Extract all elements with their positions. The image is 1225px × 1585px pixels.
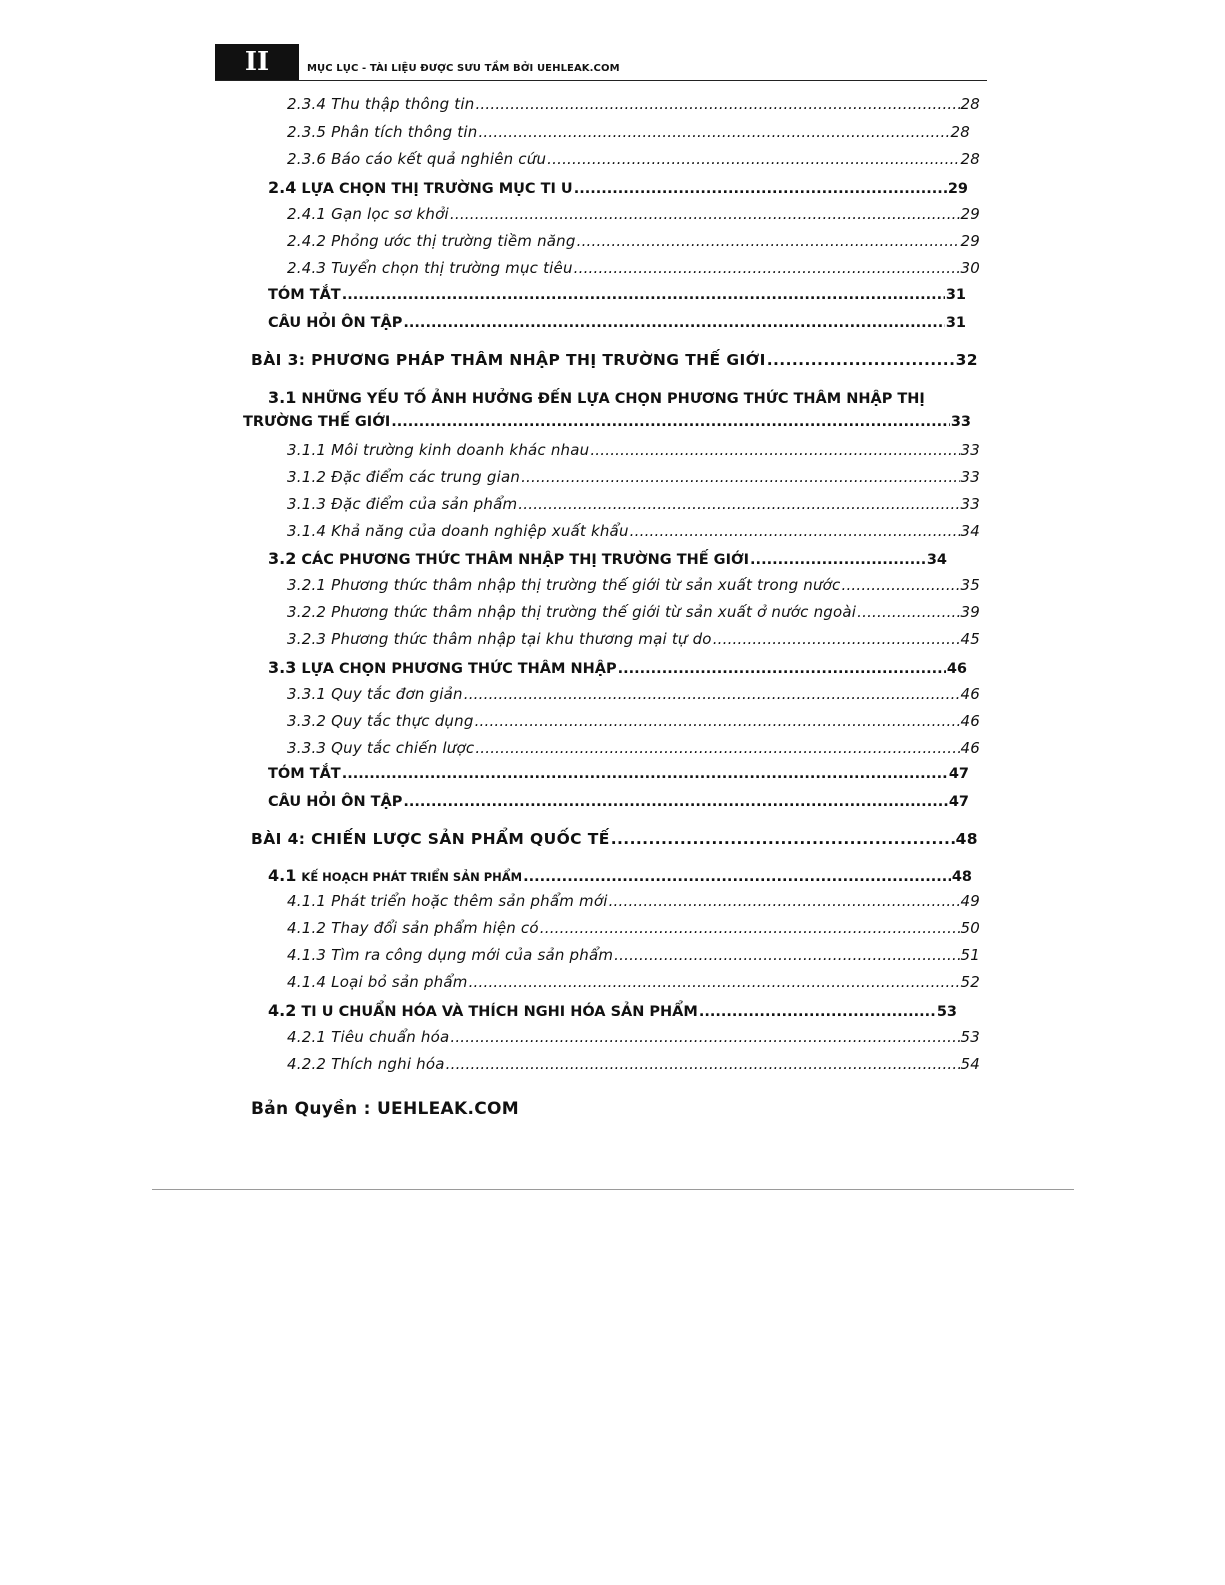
toc-entry[interactable]: 4.1.3 Tìm ra công dụng mới của sản phẩm ..... 51 xyxy=(287,946,980,964)
toc-entry[interactable]: 3.1.1 Môi trường kinh doanh khác nhau ..... 33 xyxy=(287,441,980,459)
toc-entry[interactable]: 2.4.3 Tuyển chọn thị trường mục tiêu ..... 30 xyxy=(287,259,980,277)
toc-review-questions[interactable]: CÂU HỎI ÔN TẬP ..... 47 xyxy=(268,794,969,810)
toc-section[interactable]: 4.2 TI U CHUẨN HÓA VÀ THÍCH NGHI HÓA SẢN PHẨM ..... 53 xyxy=(268,1001,957,1020)
toc-entry[interactable]: 4.2.2 Thích nghi hóa ..... 54 xyxy=(287,1055,980,1073)
toc-entry[interactable]: 3.2.3 Phương thức thâm nhập tại khu thương mại tự do ..... 45 xyxy=(287,630,980,648)
page-number: II xyxy=(215,44,299,80)
toc-entry[interactable]: 2.4.1 Gạn lọc sơ khởi ..... 29 xyxy=(287,205,980,223)
toc-entry[interactable]: 4.2.1 Tiêu chuẩn hóa ..... 53 xyxy=(287,1028,980,1046)
toc-section[interactable]: 3.2 CÁC PHƯƠNG THỨC THÂM NHẬP THỊ TRƯỜNG THẾ GIỚI ..... 34 xyxy=(268,549,947,568)
toc-entry[interactable]: 2.3.5 Phân tích thông tin ..... 28 xyxy=(287,123,970,141)
toc-entry[interactable]: 3.1.2 Đặc điểm các trung gian ..... 33 xyxy=(287,468,980,486)
toc-chapter[interactable]: BÀI 3: PHƯƠNG PHÁP THÂM NHẬP THỊ TRƯỜNG THẾ GIỚI ..... 32 xyxy=(251,351,978,369)
toc-entry[interactable]: 4.1.2 Thay đổi sản phẩm hiện có ..... 50 xyxy=(287,919,980,937)
toc-entry[interactable]: 4.1.4 Loại bỏ sản phẩm ..... 52 xyxy=(287,973,980,991)
toc-review-questions[interactable]: CÂU HỎI ÔN TẬP ..... 31 xyxy=(268,315,966,331)
toc-entry[interactable]: 3.2.1 Phương thức thâm nhập thị trường thế giới từ sản xuất trong nước ..... 35 xyxy=(287,576,980,594)
toc-entry[interactable]: 2.4.2 Phỏng ước thị trường tiềm năng ..... 29 xyxy=(287,232,980,250)
toc-entry[interactable]: 3.1.3 Đặc điểm của sản phẩm ..... 33 xyxy=(287,495,980,513)
page-header xyxy=(215,44,987,81)
toc-entry[interactable]: 2.3.4 Thu thập thông tin ..... 28 xyxy=(287,95,980,113)
toc-section[interactable]: 4.1 KẾ HOẠCH PHÁT TRIỂN SẢN PHẨM ..... 48 xyxy=(268,866,972,885)
toc-entry[interactable]: 3.3.1 Quy tắc đơn giản ..... 46 xyxy=(287,685,980,703)
toc-entry[interactable]: 4.1.1 Phát triển hoặc thêm sản phẩm mới ..... 49 xyxy=(287,892,980,910)
toc-section-line2[interactable]: TRƯỜNG THẾ GIỚI ..... 33 xyxy=(243,414,971,430)
toc-entry[interactable]: 3.2.2 Phương thức thâm nhập thị trường thế giới từ sản xuất ở nước ngoài ..... 39 xyxy=(287,603,980,621)
page-divider xyxy=(152,1189,1074,1190)
toc-summary[interactable]: TÓM TẮT ..... 47 xyxy=(268,766,969,782)
header-title: MỤC LỤC - TÀI LIỆU ĐƯỢC SƯU TẦM BỞI UEHLEAK.COM xyxy=(307,63,620,74)
toc-entry[interactable]: 3.1.4 Khả năng của doanh nghiệp xuất khẩu ..... 34 xyxy=(287,522,980,540)
toc-entry[interactable]: 3.3.3 Quy tắc chiến lược ..... 46 xyxy=(287,739,980,757)
toc-section[interactable]: 3.3 LỰA CHỌN PHƯƠNG THỨC THÂM NHẬP ..... 46 xyxy=(268,658,967,677)
toc-summary[interactable]: TÓM TẮT ..... 31 xyxy=(268,287,966,303)
toc-chapter[interactable]: BÀI 4: CHIẾN LƯỢC SẢN PHẨM QUỐC TẾ ..... 48 xyxy=(251,830,978,848)
toc-section-line1[interactable]: 3.1 NHỮNG YẾU TỐ ẢNH HƯỞNG ĐẾN LỰA CHỌN PHƯƠNG THỨC THÂM NHẬP THỊ xyxy=(268,388,925,407)
copyright-notice: Bản Quyền : UEHLEAK.COM xyxy=(251,1099,519,1119)
toc-section[interactable]: 2.4 LỰA CHỌN THỊ TRƯỜNG MỤC TI U ..... 29 xyxy=(268,178,968,197)
toc-entry[interactable]: 2.3.6 Báo cáo kết quả nghiên cứu ..... 28 xyxy=(287,150,980,168)
toc-entry[interactable]: 3.3.2 Quy tắc thực dụng ..... 46 xyxy=(287,712,980,730)
